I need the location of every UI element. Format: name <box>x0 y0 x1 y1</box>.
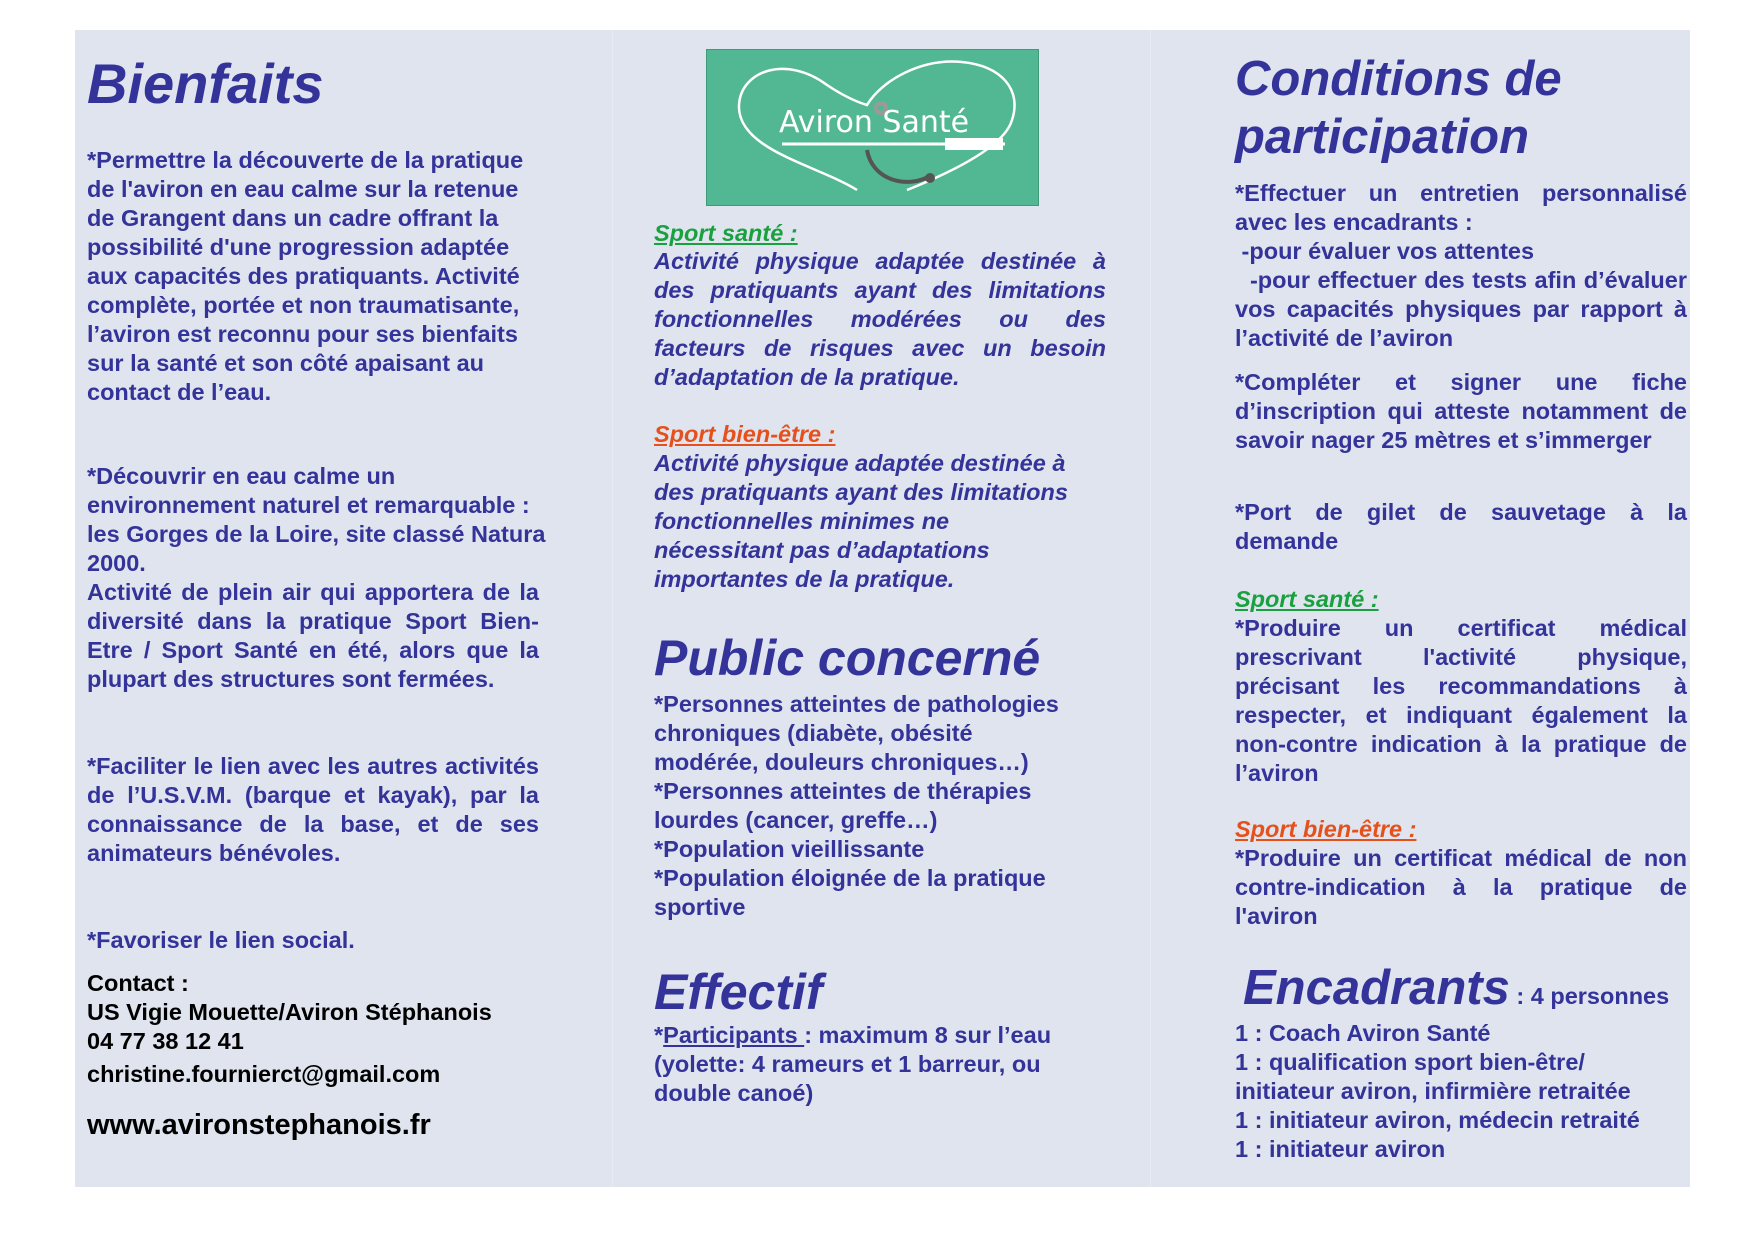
conditions-title-line-2: participation <box>1235 110 1530 164</box>
bien-etre-line: importantes de la pratique. <box>654 566 955 592</box>
encadrant-line: 1 : initiateur aviron, médecin retraité <box>1235 1107 1640 1133</box>
public-line: *Population éloignée de la pratique <box>654 865 1046 891</box>
sport-bien-etre-certificat: *Produire un certificat médical de non contre-indication à la pratique de l'aviron <box>1235 845 1687 929</box>
sport-sante-heading-middle: Sport santé : <box>654 220 798 246</box>
sport-sante-heading-right: Sport santé : <box>1235 586 1379 612</box>
bienfaits-paragraph-2: *Découvrir en eau calme un environnement naturel et remarquable : les Gorges de la Loire, site classé Natura 2000. <box>87 463 546 576</box>
effectif-max: : maximum 8 sur l’eau <box>804 1022 1052 1048</box>
public-line: *Personnes atteintes de pathologies <box>654 691 1059 717</box>
public-concerne-title: Public concerné <box>654 630 1041 686</box>
condition-fiche-inscription: *Compléter et signer une fiche d’inscription qui atteste notamment de savoir nager 25 mètres et s’immerger <box>1235 369 1687 453</box>
encadrant-line: 1 : initiateur aviron <box>1235 1136 1446 1162</box>
sport-bien-etre-heading-middle: Sport bien-être : <box>654 421 836 447</box>
bienfaits-paragraph-3: Activité de plein air qui apportera de la diversité dans la pratique Sport Bien-Etre / Sport Santé en été, alors que la plupart des structures sont fermées. <box>87 579 539 692</box>
aviron-sante-logo <box>706 49 1039 206</box>
condition-gilet: *Port de gilet de sauvetage à la demande <box>1235 499 1687 554</box>
public-line: lourdes (cancer, greffe…) <box>654 807 938 833</box>
effectif-title: Effectif <box>654 964 823 1020</box>
bienfaits-paragraph-1: *Permettre la découverte de la pratique de l'aviron en eau calme sur la retenue de Grangent dans un cadre offrant la possibilité d'une progression adaptée aux capacités des pratiquants. Activité complète, portée et non traumatisante, l’aviron est reconnu pour ses bienfaits sur la santé et son côté apaisant au contact de l’eau. <box>87 147 524 405</box>
contact-organisation: US Vigie Mouette/Aviron Stéphanois <box>87 999 492 1025</box>
contact-label: Contact : <box>87 970 189 996</box>
bien-etre-line: fonctionnelles minimes ne <box>654 508 950 534</box>
bienfaits-title: Bienfaits <box>87 52 324 115</box>
effectif-star: * <box>654 1022 664 1048</box>
sport-bien-etre-description <box>654 449 1068 594</box>
encadrants-title: Encadrants <box>1243 961 1510 1015</box>
effectif-details <box>654 1021 1051 1108</box>
bienfaits-paragraph-5: *Favoriser le lien social. <box>87 927 355 953</box>
bien-etre-line: nécessitant pas d’adaptations <box>654 537 990 563</box>
effectif-line-2: (yolette: 4 rameurs et 1 barreur, ou <box>654 1051 1041 1077</box>
public-line: chroniques (diabète, obésité <box>654 720 973 746</box>
encadrants-list <box>1235 1019 1640 1164</box>
sport-sante-certificat: *Produire un certificat médical prescrivant l'activité physique, précisant les recommandations à respecter, et indiquant également la non-contre indication à la pratique de l’aviron <box>1235 615 1687 786</box>
effectif-line-3: double canoé) <box>654 1080 814 1106</box>
participants-label: Participants <box>663 1022 805 1048</box>
bien-etre-line: Activité physique adaptée destinée à <box>654 450 1066 476</box>
bien-etre-line: des pratiquants ayant des limitations <box>654 479 1068 505</box>
public-line: *Population vieillissante <box>654 836 925 862</box>
logo-text: Aviron Santé <box>779 105 970 140</box>
contact-email[interactable]: christine.fournierct@gmail.com <box>87 1061 441 1087</box>
condition-entretien: *Effectuer un entretien personnalisé avec les encadrants : <box>1235 180 1687 235</box>
encadrant-line: 1 : qualification sport bien-être/ <box>1235 1049 1585 1075</box>
sport-sante-description: Activité physique adaptée destinée à des pratiquants ayant des limitations fonctionnelles modérées ou des facteurs de risques avec un besoin d’adaptation de la pratique. <box>654 248 1106 390</box>
contact-phone: 04 77 38 12 41 <box>87 1028 244 1054</box>
bienfaits-paragraph-4: *Faciliter le lien avec les autres activités de l’U.S.V.M. (barque et kayak), par la connaissance de la base, et de ses animateurs bénévoles. <box>87 753 539 866</box>
public-line: modérée, douleurs chroniques…) <box>654 749 1029 775</box>
condition-tests: -pour effectuer des tests afin d’évaluer vos capacités physiques par rapport à l’activité de l’aviron <box>1235 267 1701 351</box>
public-line: sportive <box>654 894 746 920</box>
sport-bien-etre-heading-right: Sport bien-être : <box>1235 816 1417 842</box>
public-line: *Personnes atteintes de thérapies <box>654 778 1032 804</box>
website-link[interactable]: www.avironstephanois.fr <box>87 1109 431 1141</box>
public-concerne-list <box>654 690 1059 922</box>
effectif-line-1 <box>654 1021 1051 1050</box>
encadrants-count: : 4 personnes <box>1509 983 1670 1009</box>
condition-attentes: -pour évaluer vos attentes <box>1235 238 1535 264</box>
encadrant-line: 1 : Coach Aviron Santé <box>1235 1020 1491 1046</box>
encadrants-heading <box>1243 958 1669 1018</box>
conditions-title-line-1: Conditions de <box>1235 52 1562 106</box>
encadrant-line: initiateur aviron, infirmière retraitée <box>1235 1078 1631 1104</box>
